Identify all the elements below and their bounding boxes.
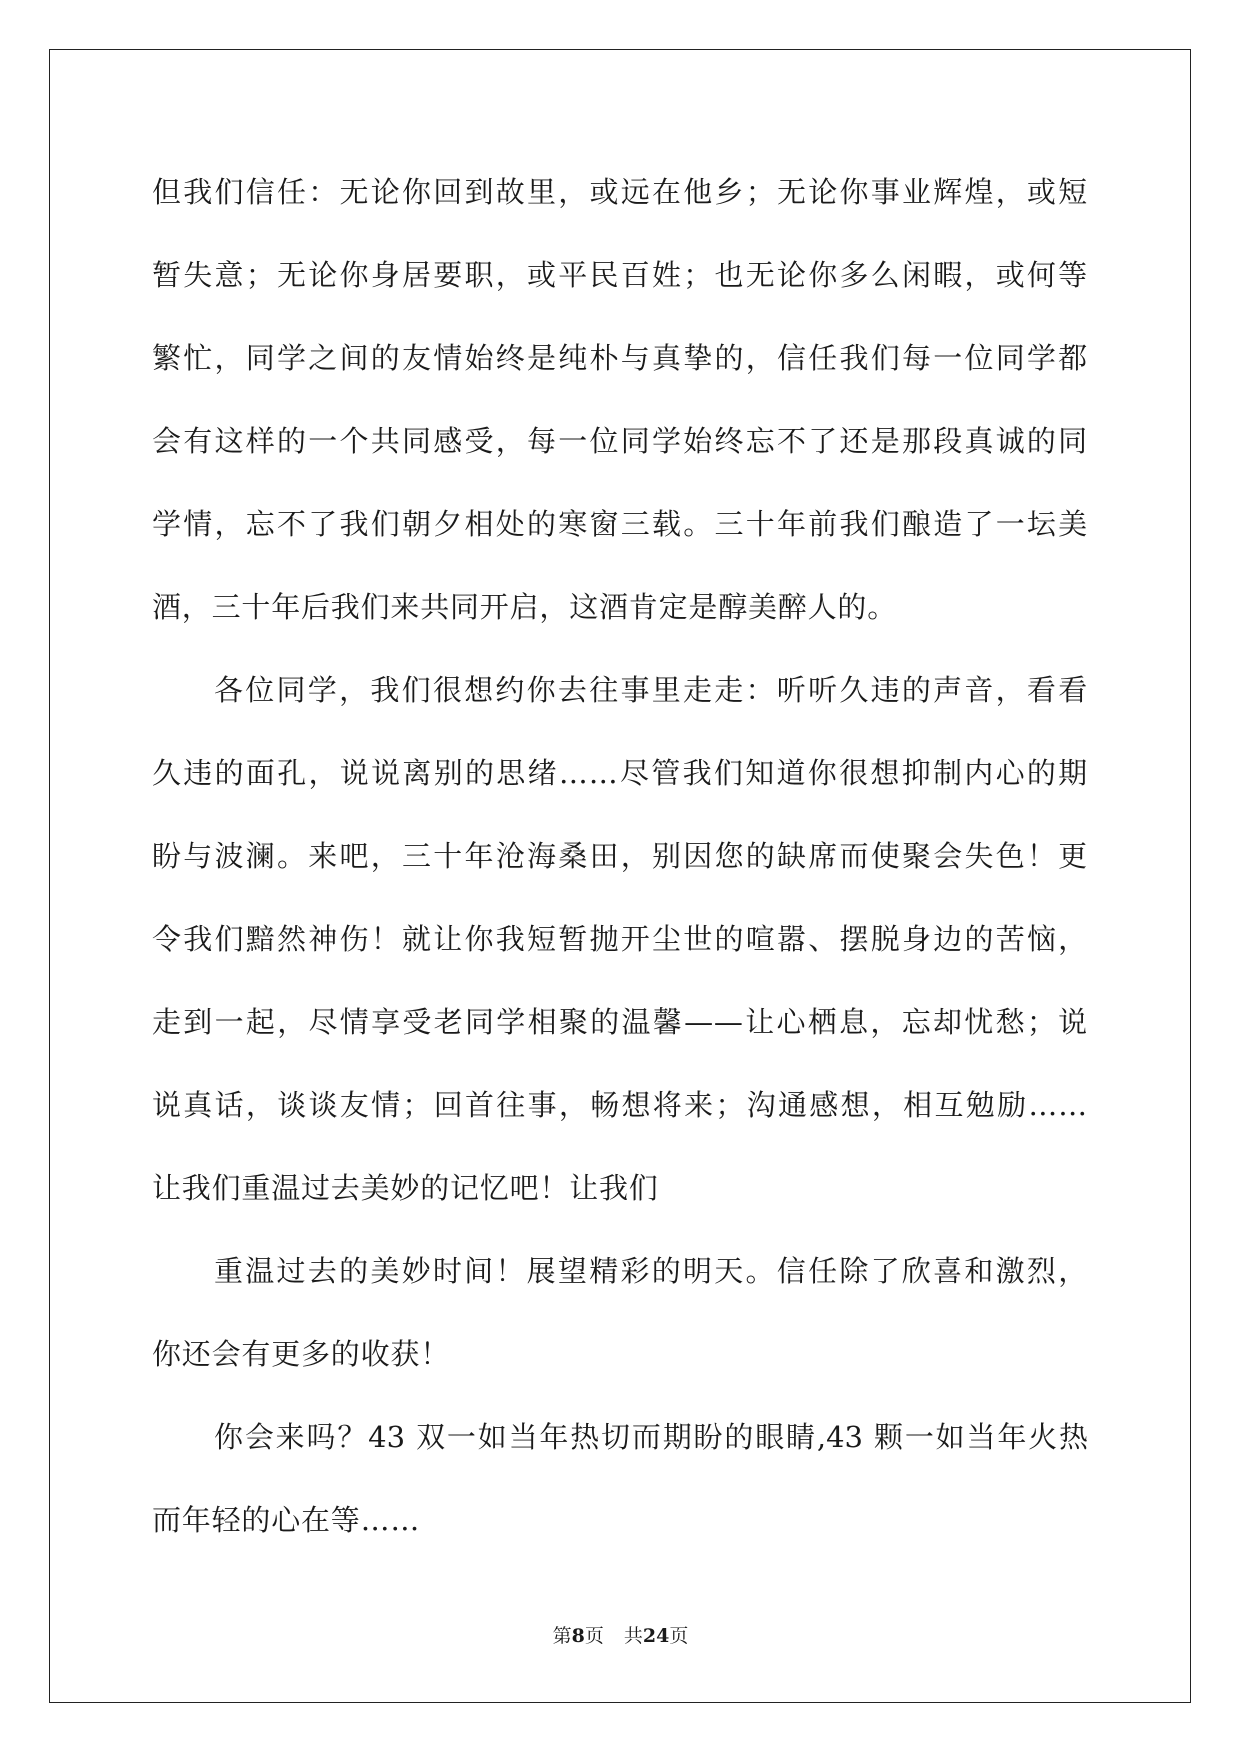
- paragraph-start-line: 你会来吗？43 双一如当年热切而期盼的眼睛,43 颗一如当年火热: [214, 1420, 1088, 1454]
- text-line: 久违的面孔，说说离别的思绪……尽管我们知道你很想抑制内心的期: [152, 756, 1088, 790]
- current-page-number: 8: [571, 1625, 585, 1647]
- page-footer: [0, 1621, 1241, 1648]
- text-line: 而年轻的心在等……: [152, 1503, 421, 1537]
- total-suffix: 页: [669, 1625, 689, 1647]
- total-page-count: 24: [642, 1625, 670, 1647]
- paragraph-start-line: 各位同学，我们很想约你去往事里走走：听听久违的声音，看看: [214, 673, 1088, 707]
- document-body: [152, 160, 1088, 1571]
- text-line: 会有这样的一个共同感受，每一位同学始终忘不了还是那段真诚的同: [152, 424, 1088, 458]
- text-line: 学情，忘不了我们朝夕相处的寒窗三载。三十年前我们酿造了一坛美: [152, 507, 1088, 541]
- text-line: 说真话，谈谈友情；回首往事，畅想将来；沟通感想，相互勉励……: [152, 1088, 1088, 1122]
- text-line: 令我们黯然神伤！就让你我短暂抛开尘世的喧嚣、摆脱身边的苦恼，: [152, 922, 1088, 956]
- text-line: 酒，三十年后我们来共同开启，这酒肯定是醇美醉人的。: [152, 590, 898, 624]
- text-line: 盼与波澜。来吧，三十年沧海桑田，别因您的缺席而使聚会失色！更: [152, 839, 1088, 873]
- page-suffix: 页: [584, 1625, 604, 1647]
- text-line: 让我们重温过去美妙的记忆吧！让我们: [152, 1171, 659, 1205]
- text-line: 走到一起，尽情享受老同学相聚的温馨——让心栖息，忘却忧愁；说: [152, 1005, 1088, 1039]
- page-prefix: 第: [552, 1625, 572, 1647]
- text-line: 你还会有更多的收获！: [152, 1337, 451, 1371]
- text-line: 暂失意；无论你身居要职，或平民百姓；也无论你多么闲暇，或何等: [152, 258, 1088, 292]
- text-line: 繁忙，同学之间的友情始终是纯朴与真挚的，信任我们每一位同学都: [152, 341, 1088, 375]
- paragraph-start-line: 重温过去的美妙时间！展望精彩的明天。信任除了欣喜和激烈，: [214, 1254, 1088, 1288]
- total-prefix: 共: [623, 1625, 643, 1647]
- text-line: 但我们信任：无论你回到故里，或远在他乡；无论你事业辉煌，或短: [152, 175, 1088, 209]
